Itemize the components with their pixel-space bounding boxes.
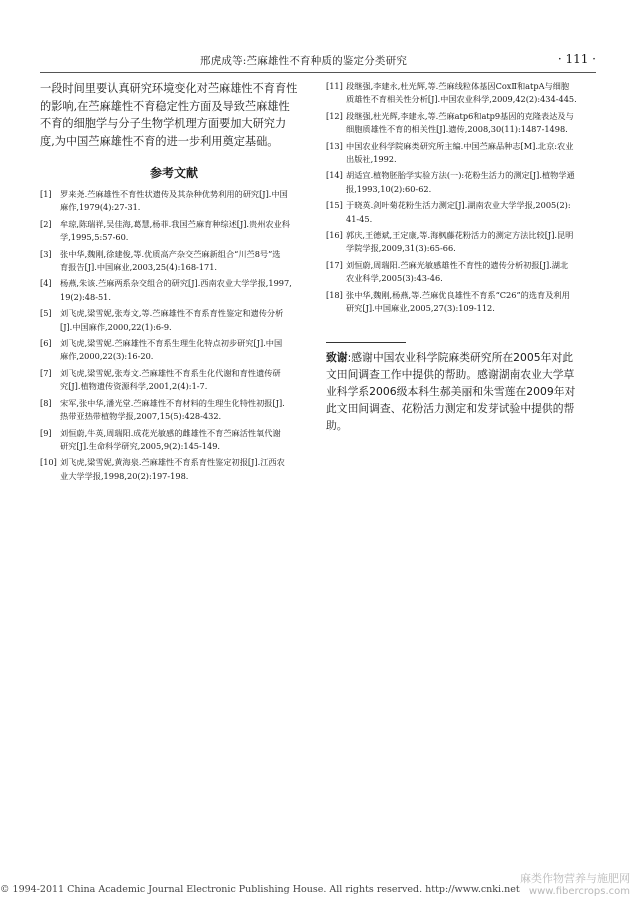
reference-number: [7] xyxy=(40,367,52,378)
reference-item xyxy=(40,307,308,334)
reference-number: [13] xyxy=(326,140,343,151)
reference-line: 张中华,魏刚,杨燕,等.苎麻优良雄性不育系“C26”的选育及利用 xyxy=(346,289,570,300)
reference-list-left xyxy=(40,188,308,483)
reference-number: [6] xyxy=(40,338,52,349)
reference-item xyxy=(326,199,598,226)
reference-number: [5] xyxy=(40,308,52,319)
reference-item xyxy=(40,218,308,245)
copyright-footer: © 1994-2011 China Academic Journal Electronic Publishing House. All rights reserved. http://www.cnki.net xyxy=(0,884,520,895)
reference-number: [1] xyxy=(40,189,52,199)
intro-line: 的影响,在苎麻雄性不育稳定性方面及导致苎麻雄性 xyxy=(40,99,290,113)
reference-item xyxy=(326,229,598,256)
reference-line: 研究[J].生命科学研究,2005,9(2):145-149. xyxy=(60,440,221,451)
reference-text xyxy=(60,188,308,215)
reference-item xyxy=(326,80,598,107)
reference-item xyxy=(40,277,308,304)
reference-item xyxy=(40,367,308,394)
left-column xyxy=(40,80,308,486)
reference-text xyxy=(60,456,308,483)
intro-line: 度,为中国苎麻雄性不育的进一步利用奠定基础。 xyxy=(40,134,279,148)
reference-item xyxy=(40,337,308,364)
reference-text xyxy=(346,140,598,167)
acknowledgement-line: 文田间调查工作中提供的帮助。感谢湖南农业大学草 xyxy=(326,367,575,381)
reference-line: 19(2):48-51. xyxy=(60,291,111,302)
reference-line: 刘飞虎,梁雪妮,黄海泉.苎麻雄性不育系育性鉴定初报[J].江西农 xyxy=(60,457,285,468)
reference-number: [18] xyxy=(326,289,343,300)
reference-item xyxy=(326,140,598,167)
acknowledgement-text: :感谢中国农业科学院麻类研究所在2005年对此 xyxy=(347,350,574,364)
reference-text xyxy=(60,397,308,424)
reference-item xyxy=(40,456,308,483)
reference-line: 究[J].植物遗传资源科学,2001,2(4):1-7. xyxy=(60,381,208,392)
reference-line: 麻作,1979(4):27-31. xyxy=(60,202,141,213)
acknowledgement-rule xyxy=(326,342,406,343)
acknowledgement-line: 此文田间调查、花粉活力测定和发芽试验中提供的帮 xyxy=(326,401,575,415)
acknowledgement-lead: 致谢 xyxy=(326,350,348,364)
running-header xyxy=(40,50,596,73)
watermark-title: 麻类作物营养与施肥网 xyxy=(520,872,630,885)
reference-text xyxy=(60,248,308,275)
reference-text xyxy=(60,337,308,364)
reference-line: 刘飞虎,梁雪妮.苎麻雄性不育系生理生化特点初步研究[J].中国 xyxy=(60,338,283,349)
reference-list-right xyxy=(326,80,598,316)
reference-line: 郭庆,王德斌,王定康,等.海枫藤花粉活力的测定方法比较[J].昆明 xyxy=(346,230,574,241)
acknowledgement-line: 助。 xyxy=(326,418,348,432)
reference-text xyxy=(346,199,598,226)
reference-line: [J].中国麻作,2000,22(1):6-9. xyxy=(60,321,172,332)
reference-item xyxy=(326,110,598,137)
reference-item xyxy=(40,397,308,424)
reference-line: 杨燕,朱该.苎麻两系杂交组合的研究[J].西南农业大学学报,1997, xyxy=(60,278,292,289)
reference-number: [4] xyxy=(40,278,52,289)
reference-line: 研究[J].中国麻业,2005,27(3):109-112. xyxy=(346,303,495,314)
reference-line: 热带亚热带植物学报,2007,15(5):428-432. xyxy=(60,411,222,422)
reference-text xyxy=(346,80,598,107)
reference-text xyxy=(60,367,308,394)
reference-line: 麻作,2000,22(3):16-20. xyxy=(60,351,154,362)
intro-line: 不育的细胞学与分子生物学机理方面要加大研究力 xyxy=(40,117,287,130)
acknowledgement-line-first xyxy=(326,349,598,366)
reference-text xyxy=(346,229,598,256)
reference-text xyxy=(346,169,598,196)
reference-line: 育报告[J].中国麻业,2003,25(4):168-171. xyxy=(60,262,218,273)
reference-line: 刘恒蔚,周瑞阳.苎麻光敏感雄性不育性的遗传分析初报[J].湖北 xyxy=(346,259,569,270)
acknowledgement-line: 业科学系2006级本科生郝美丽和朱雪莲在2009年对 xyxy=(326,384,576,398)
reference-line: 宋军,张中华,潘光堂.苎麻雄性不育材料的生理生化特性初报[J]. xyxy=(60,397,285,408)
reference-line: 刘飞虎,梁雪妮,张寿文,等.苎麻雄性不育系育性鉴定和遗传分析 xyxy=(60,308,284,319)
acknowledgement xyxy=(326,349,598,434)
reference-item xyxy=(326,289,598,316)
reference-line: 质雄性不育相关性分析[J].中国农业科学,2009,42(2):434-445. xyxy=(346,94,577,105)
reference-line: 牟琼,陈瑞祥,吴佳海,葛慧,杨菲.我国苎麻育种综述[J].贵州农业科 xyxy=(60,218,290,229)
reference-number: [12] xyxy=(326,110,343,121)
reference-text xyxy=(60,277,308,304)
reference-line: 胡适宜.植物胚胎学实验方法(一):花粉生活力的测定[J].植物学通 xyxy=(346,170,575,181)
reference-item xyxy=(40,427,308,454)
reference-number: [17] xyxy=(326,259,343,270)
reference-text xyxy=(346,289,598,316)
reference-text xyxy=(60,307,308,334)
reference-number: [16] xyxy=(326,230,343,241)
reference-line: 出版社,1992. xyxy=(346,154,397,165)
reference-line: 学院学报,2009,31(3):65-66. xyxy=(346,243,456,254)
reference-line: 张中华,魏刚,徐建俊,等.优质高产杂交苎麻新组合“川苎8号”选 xyxy=(60,248,281,259)
reference-line: 中国农业科学院麻类研究所主编.中国苎麻品种志[M].北京:农业 xyxy=(346,140,574,151)
watermark-url: www.fibercrops.com xyxy=(528,886,630,897)
reference-line: 于晓英.剑叶菊花粉生活力测定[J].湖南农业大学学报,2005(2): xyxy=(346,200,571,211)
reference-line: 段继强,杜光辉,李建永,等.苎麻atp6和atp9基因的克隆表达及与 xyxy=(346,110,574,121)
right-column xyxy=(326,80,598,434)
reference-line: 41-45. xyxy=(346,213,373,224)
reference-number: [15] xyxy=(326,200,343,211)
reference-text xyxy=(60,427,308,454)
intro-line: 一段时间里要认真研究环境变化对苎麻雄性不育育性 xyxy=(40,82,298,95)
reference-text xyxy=(346,110,598,137)
reference-line: 刘恒蔚,牛英,周瑞阳.成花光敏感的雌雄性不育苎麻活性氧代谢 xyxy=(60,427,281,438)
reference-item xyxy=(326,169,598,196)
reference-line: 罗来尧.苎麻雄性不育性状遗传及其杂种优势利用的研究[J].中国 xyxy=(60,189,288,199)
reference-line: 段继强,李建永,杜光辉,等.苎麻线粒体基因CoxⅡ和atpA与细胞 xyxy=(346,81,570,91)
reference-item xyxy=(40,188,308,215)
running-title: 邢虎成等:苎麻雄性不育种质的鉴定分类研究 xyxy=(200,55,408,67)
reference-number: [8] xyxy=(40,397,52,408)
page-number: · 111 · xyxy=(557,52,596,66)
reference-item xyxy=(326,259,598,286)
reference-item xyxy=(40,248,308,275)
site-watermark xyxy=(520,870,630,897)
reference-line: 农业科学,2005(3):43-46. xyxy=(346,273,443,284)
reference-number: [11] xyxy=(326,81,343,91)
reference-number: [14] xyxy=(326,170,343,181)
reference-number: [9] xyxy=(40,427,52,438)
reference-number: [2] xyxy=(40,218,52,229)
reference-line: 业大学学报,1998,20(2):197-198. xyxy=(60,470,189,481)
reference-number: [10] xyxy=(40,457,57,468)
intro-paragraph xyxy=(40,80,308,150)
references-heading: 参考文献 xyxy=(149,166,198,180)
reference-text xyxy=(346,259,598,286)
reference-line: 刘飞虎,梁雪妮,张寿文.苎麻雄性不育系生化代谢和育性遗传研 xyxy=(60,367,281,378)
reference-text xyxy=(60,218,308,245)
reference-line: 细胞质雄性不育的相关性[J].遗传,2008,30(11):1487-1498. xyxy=(346,124,568,135)
reference-line: 学,1995,5:57-60. xyxy=(60,232,129,243)
reference-number: [3] xyxy=(40,248,52,259)
reference-line: 报,1993,10(2):60-62. xyxy=(346,183,432,194)
